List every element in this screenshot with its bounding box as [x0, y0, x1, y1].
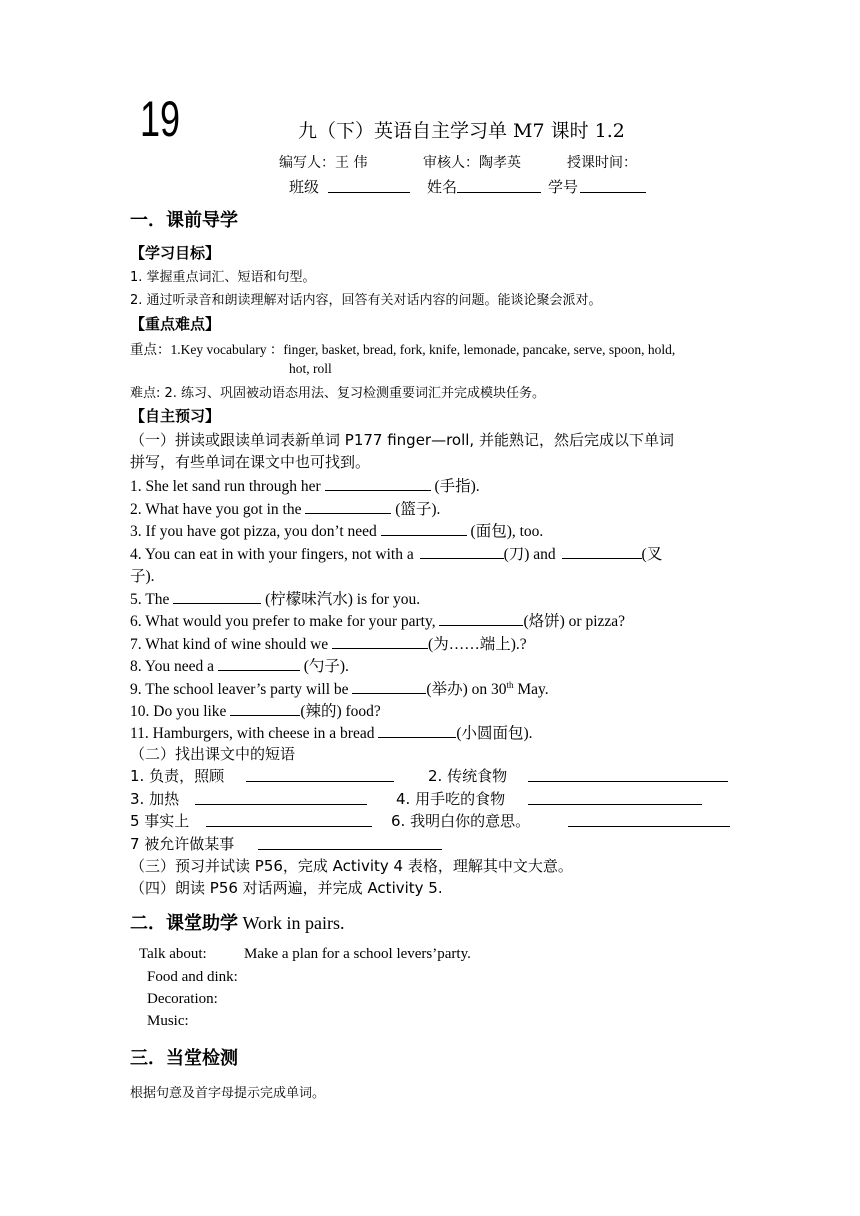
goal-item: 2. 通过听录音和朗读理解对话内容，回答有关对话内容的问题。能谈论聚会派对。	[130, 293, 602, 308]
answer-blank[interactable]	[230, 700, 300, 716]
phrase-blank[interactable]	[195, 804, 367, 805]
phrase-item: 6. 我明白你的意思。	[391, 812, 531, 830]
exercise-hint: (勺子).	[299, 658, 349, 675]
exercise-2	[130, 497, 440, 519]
exercise-1	[130, 474, 480, 496]
exercise-hint: (叉	[641, 546, 663, 563]
exercise-text: 5. The	[130, 591, 174, 608]
talk-task: Make a plan for a school levers’party.	[244, 946, 471, 962]
exercise-text: 2. What have you got in the	[130, 501, 306, 518]
phrase-item: 2. 传统食物	[428, 767, 508, 785]
plan-item-decoration: Decoration:	[147, 991, 218, 1007]
phrase-blank[interactable]	[528, 781, 728, 782]
section-2-heading-en: Work in pairs.	[238, 913, 345, 933]
phrase-blank[interactable]	[568, 826, 730, 827]
answer-blank[interactable]	[332, 633, 428, 649]
exercise-hint: (刀) and	[503, 546, 556, 563]
exercise-text: 3. If you have got pizza, you don’t need	[130, 523, 381, 540]
answer-blank[interactable]	[381, 520, 467, 536]
worksheet-title: 九（下）英语自主学习单 M7 课时 1.2	[298, 120, 625, 142]
preview-intro: （一）拼读或跟读单词表新单词 P177 finger—roll, 并能熟记，然后完成以下单词	[130, 431, 674, 449]
talk-about-label: Talk about:	[139, 946, 207, 962]
answer-blank[interactable]	[562, 543, 642, 559]
answer-blank[interactable]	[420, 543, 504, 559]
phrase-item: 3. 加热	[130, 790, 180, 808]
exercise-hint: (烙饼) or pizza?	[523, 613, 626, 630]
name-blank[interactable]	[457, 192, 541, 193]
phrase-item: 1. 负责，照顾	[130, 767, 225, 785]
class-label: 班级	[289, 178, 320, 196]
answer-blank[interactable]	[218, 655, 300, 671]
preview-step-3: （三）预习并试读 P56，完成 Activity 4 表格，理解其中文大意。	[130, 857, 573, 875]
reviewer-label: 审核人：陶孝英	[423, 155, 521, 171]
phrase-blank[interactable]	[528, 804, 702, 805]
goal-item: 1. 掌握重点词汇、短语和句型。	[130, 270, 316, 285]
exercise-5	[130, 587, 420, 609]
page-number: 19	[140, 91, 181, 147]
exercise-11	[130, 721, 533, 743]
exercise-6	[130, 609, 625, 631]
exercise-hint: (柠檬味汽水) is for you.	[261, 591, 421, 608]
phrase-item: 7 被允许做某事	[130, 835, 235, 853]
exercise-8	[130, 654, 349, 676]
exercise-text: 4. You can eat in with your fingers, not with a	[130, 546, 414, 563]
phrases-heading: （二）找出课文中的短语	[130, 745, 296, 763]
phrase-blank[interactable]	[206, 826, 372, 827]
exercise-hint: (为……端上).?	[428, 636, 527, 653]
student-no-label: 学号	[548, 178, 579, 196]
phrase-item: 5 事实上	[130, 812, 190, 830]
ordinal-suffix: th	[506, 679, 514, 690]
answer-blank[interactable]	[439, 610, 523, 626]
section-3-heading: 三．当堂检测	[130, 1048, 238, 1069]
exercise-hint: (面包), too.	[466, 523, 544, 540]
section-3-instruction: 根据句意及首字母提示完成单词。	[130, 1086, 326, 1101]
exercise-text: 7. What kind of wine should we	[130, 636, 333, 653]
exercise-hint: (小圆面包).	[456, 725, 533, 742]
exercise-3	[130, 519, 543, 541]
exercise-9	[130, 677, 549, 699]
preview-intro-cont: 拼写，有些单词在课文中也可找到。	[130, 453, 371, 471]
exercise-text: 10. Do you like	[130, 703, 231, 720]
exercise-4-cont: 子).	[130, 568, 155, 585]
phrase-item: 4. 用手吃的食物	[396, 790, 506, 808]
plan-item-food: Food and dink:	[147, 969, 238, 985]
exercise-text-end: May.	[513, 681, 549, 698]
exercise-7	[130, 632, 527, 654]
section-2-heading	[130, 909, 345, 935]
key-vocabulary: 重点：1.Key vocabulary ：finger, basket, bread, fork, knife, lemonade, pancake, serve, spoon, hold,	[130, 342, 676, 357]
plan-item-music: Music:	[147, 1013, 189, 1029]
section-2-heading-cn: 二．课堂助学	[130, 913, 238, 934]
exercise-hint: (篮子).	[391, 501, 441, 518]
key-heading: 【重点难点】	[130, 315, 221, 333]
exercise-4	[130, 542, 730, 564]
name-label: 姓名	[427, 178, 458, 196]
exercise-10	[130, 699, 381, 721]
answer-blank[interactable]	[305, 498, 391, 514]
preview-heading: 【自主预习】	[130, 407, 221, 425]
exercise-text: 6. What would you prefer to make for your party,	[130, 613, 440, 630]
difficult-points: 难点: 2. 练习、巩固被动语态用法、复习检测重要词汇并完成模块任务。	[130, 386, 546, 401]
exercise-hint: (手指).	[430, 478, 480, 495]
goals-heading: 【学习目标】	[130, 244, 221, 262]
exercise-text: 8. You need a	[130, 658, 218, 675]
answer-blank[interactable]	[325, 475, 431, 491]
answer-blank[interactable]	[378, 722, 456, 738]
preview-step-4: （四）朗读 P56 对话两遍，并完成 Activity 5.	[130, 879, 443, 897]
class-blank[interactable]	[328, 192, 410, 193]
phrase-blank[interactable]	[258, 849, 442, 850]
answer-blank[interactable]	[352, 678, 426, 694]
section-1-heading: 一．课前导学	[130, 210, 238, 231]
exercise-hint: (辣的) food?	[300, 703, 381, 720]
student-no-blank[interactable]	[580, 192, 646, 193]
exercise-text: 11. Hamburgers, with cheese in a bread	[130, 725, 379, 742]
phrase-blank[interactable]	[246, 781, 394, 782]
exercise-text: 1. She let sand run through her	[130, 478, 325, 495]
key-vocabulary-cont: hot, roll	[289, 361, 332, 376]
class-time-label: 授课时间：	[567, 155, 637, 171]
writer-label: 编写人：王 伟	[279, 155, 368, 171]
exercise-hint: (举办) on 30	[426, 681, 507, 698]
exercise-text: 9. The school leaver’s party will be	[130, 681, 353, 698]
answer-blank[interactable]	[173, 588, 261, 604]
